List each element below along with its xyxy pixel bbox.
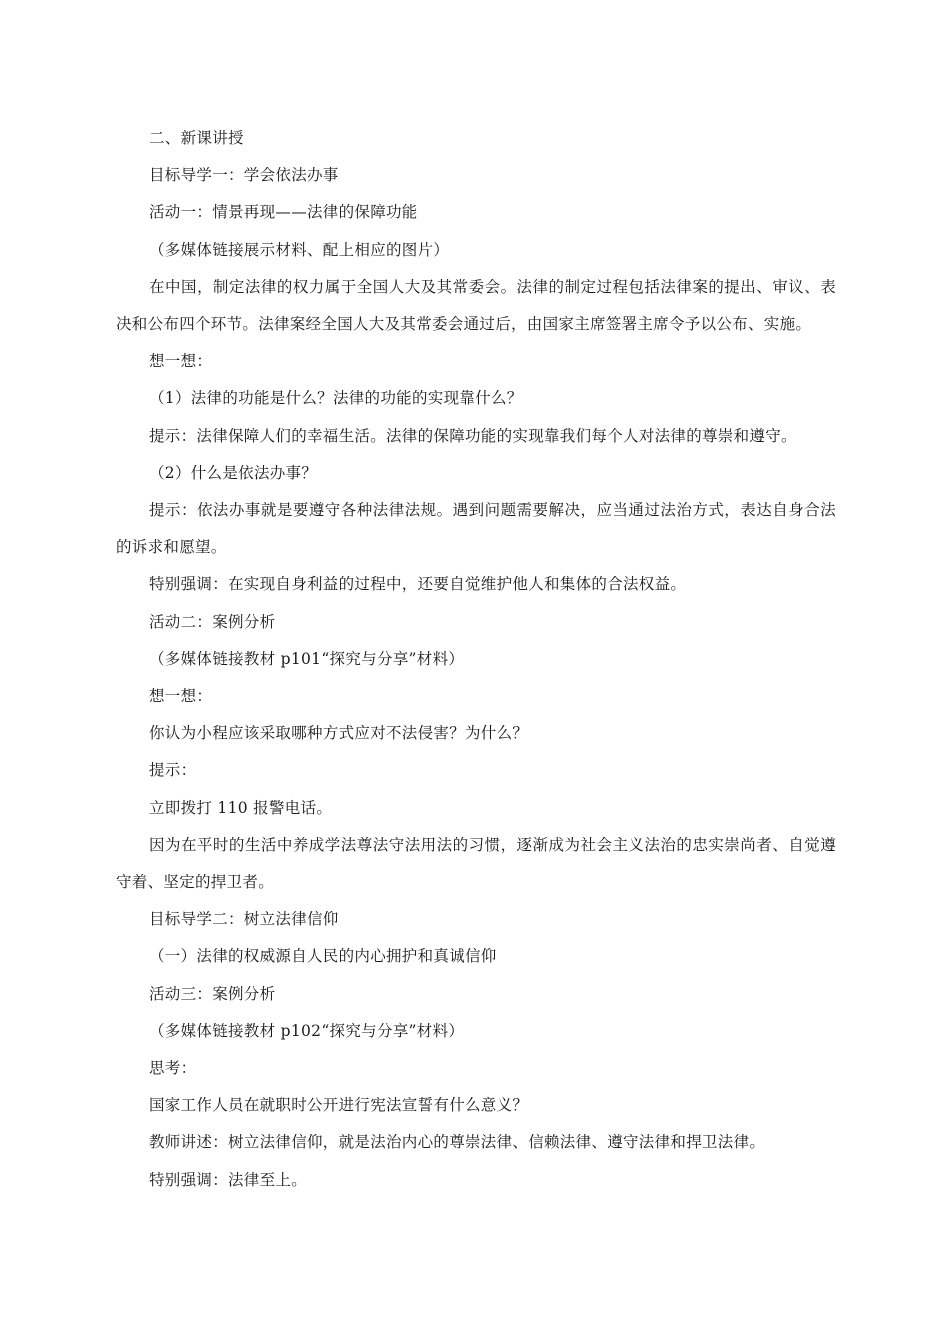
document-body [116, 120, 836, 1199]
goal-heading-2: 目标导学二：树立法律信仰 [149, 910, 339, 929]
question-3: 你认为小程应该采取哪种方式应对不法侵害？为什么？ [149, 724, 529, 743]
activity-2-heading: 活动二：案例分析 [149, 612, 276, 631]
law-making-paragraph: 在中国，制定法律的权力属于全国人大及其常委会。法律的制定过程包括法律案的提出、审议、表决和公布四个环节。法律案经全国人大及其常委会通过后，由国家主席签署主席令予以公布、实施。 [116, 277, 836, 334]
question-4: 国家工作人员在就职时公开进行宪法宣誓有什么意义？ [149, 1096, 529, 1115]
emphasis-2: 特别强调：法律至上。 [149, 1170, 308, 1189]
hint-1: 提示：法律保障人们的幸福生活。法律的保障功能的实现靠我们每个人对法律的尊崇和遵守。 [149, 426, 797, 445]
question-2: （2）什么是依法办事？ [149, 463, 318, 482]
reason-paragraph: 因为在平时的生活中养成学法尊法守法用法的习惯，逐渐成为社会主义法治的忠实崇尚者、自觉遵守着、坚定的捍卫者。 [116, 835, 836, 892]
hint-label: 提示： [149, 761, 197, 780]
activity-1-heading: 活动一：情景再现——法律的保障功能 [149, 203, 418, 222]
multimedia-note-2: （多媒体链接教材 p101“探究与分享”材料） [149, 649, 465, 668]
multimedia-note-3: （多媒体链接教材 p102“探究与分享”材料） [149, 1021, 465, 1040]
hint-3: 立即拨打 110 报警电话。 [149, 798, 333, 817]
think-label-2: 想一想： [149, 687, 213, 706]
teacher-statement: 教师讲述：树立法律信仰，就是法治内心的尊崇法律、信赖法律、遵守法律和捍卫法律。 [149, 1133, 766, 1152]
reflect-label: 思考： [149, 1059, 197, 1078]
emphasis-1: 特别强调：在实现自身利益的过程中，还要自觉维护他人和集体的合法权益。 [149, 575, 687, 594]
question-1: （1）法律的功能是什么？法律的功能的实现靠什么？ [149, 389, 523, 408]
section-heading: 二、新课讲授 [149, 129, 244, 147]
activity-3-heading: 活动三：案例分析 [149, 984, 276, 1003]
hint-2: 提示：依法办事就是要遵守各种法律法规。遇到问题需要解决，应当通过法治方式，表达自身合法的诉求和愿望。 [116, 501, 836, 557]
think-label-1: 想一想： [149, 352, 213, 371]
multimedia-note-1: （多媒体链接展示材料、配上相应的图片） [149, 240, 450, 259]
goal-heading-1: 目标导学一：学会依法办事 [149, 166, 339, 185]
subsection-heading-1: （一）法律的权威源自人民的内心拥护和真诚信仰 [149, 947, 497, 966]
